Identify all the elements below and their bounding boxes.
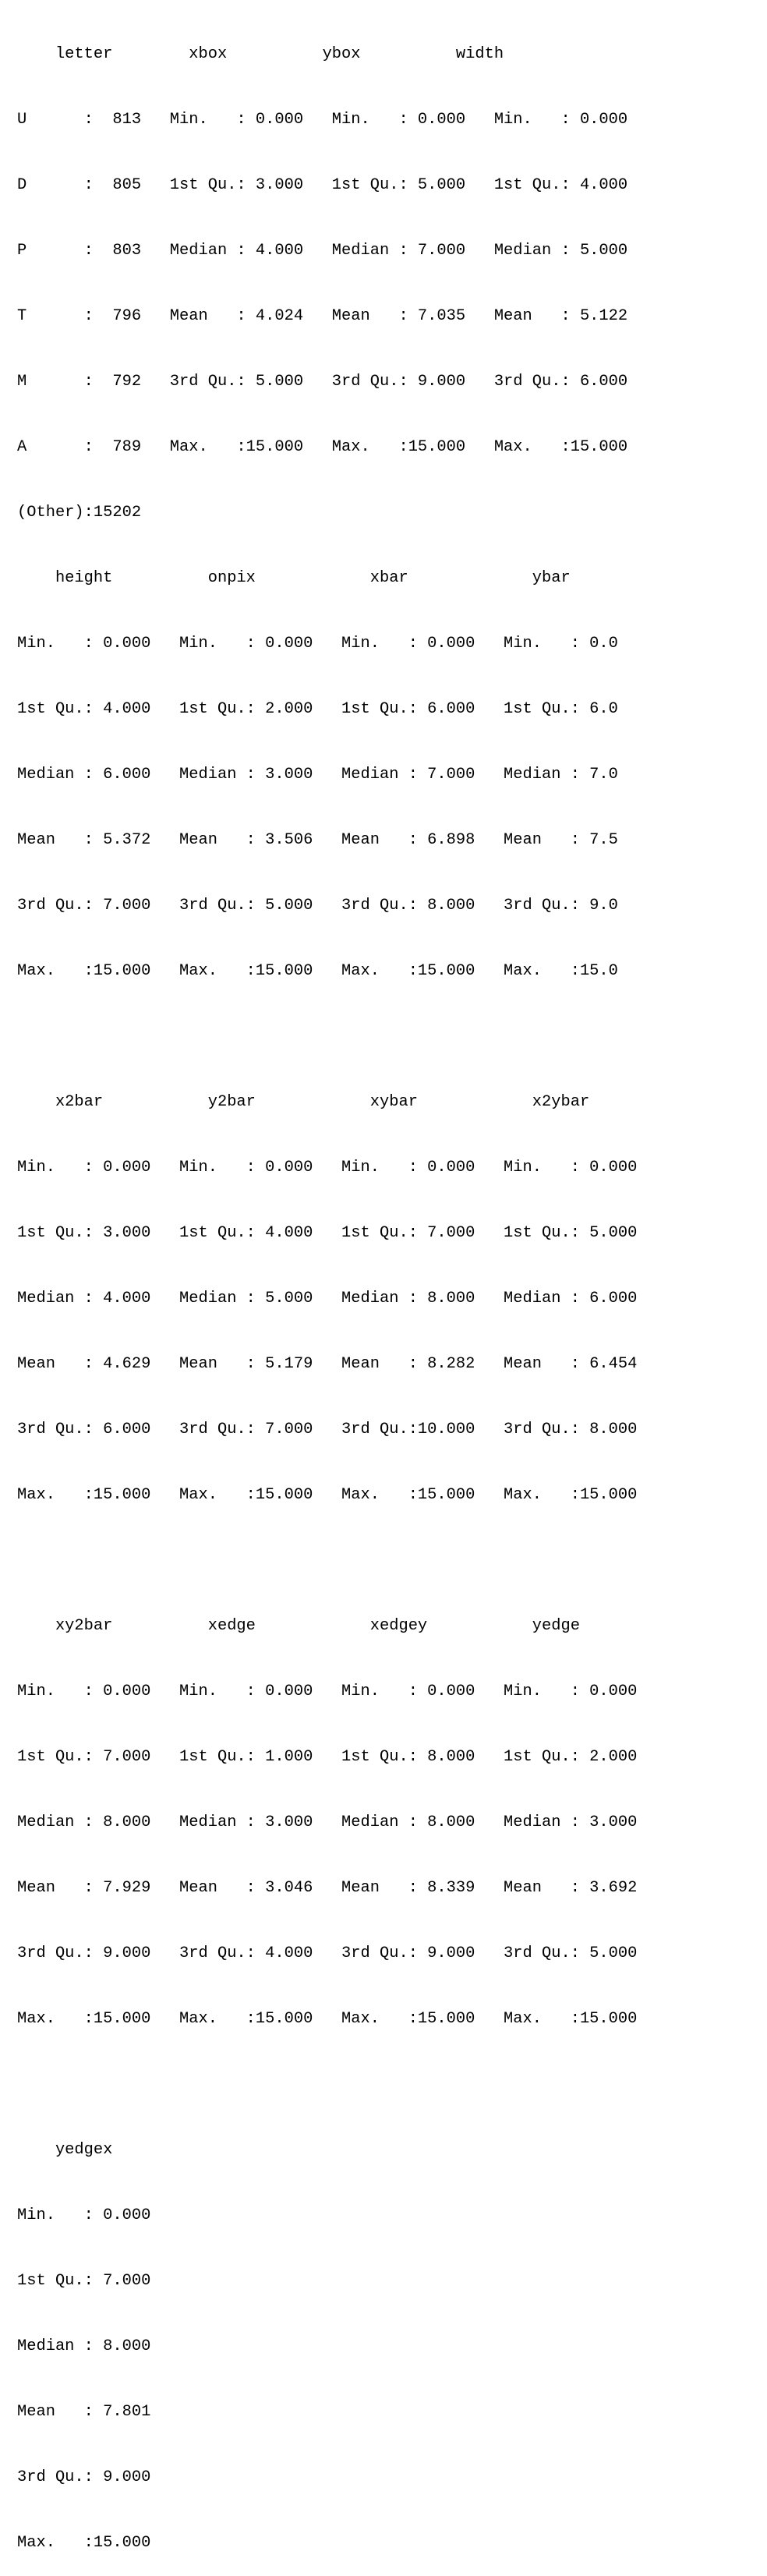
output-line: Median : 8.000 Median : 3.000 Median : 8.000 Median : 3.000 bbox=[17, 1813, 638, 1831]
blank-line bbox=[17, 1550, 637, 1572]
output-line: T : 796 Mean : 4.024 Mean : 7.035 Mean : 5.122 bbox=[17, 307, 628, 325]
output-line: Min. : 0.000 bbox=[17, 2206, 151, 2224]
output-line: 3rd Qu.: 7.000 3rd Qu.: 5.000 3rd Qu.: 8.000 3rd Qu.: 9.0 bbox=[17, 897, 618, 915]
blank-line bbox=[17, 1026, 637, 1048]
output-line: 1st Qu.: 7.000 bbox=[17, 2272, 151, 2290]
output-line: Median : 8.000 bbox=[17, 2337, 151, 2355]
output-line: Max. :15.000 Max. :15.000 Max. :15.000 Max. :15.0 bbox=[17, 962, 618, 980]
output-line: 1st Qu.: 3.000 1st Qu.: 4.000 1st Qu.: 7.000 1st Qu.: 5.000 bbox=[17, 1224, 638, 1242]
output-line: Max. :15.000 Max. :15.000 Max. :15.000 Max. :15.000 bbox=[17, 2010, 638, 2028]
output-line: A : 789 Max. :15.000 Max. :15.000 Max. :15.000 bbox=[17, 438, 628, 456]
output-line: D : 805 1st Qu.: 3.000 1st Qu.: 5.000 1st Qu.: 4.000 bbox=[17, 176, 628, 194]
output-line: 3rd Qu.: 9.000 bbox=[17, 2468, 151, 2486]
output-line: Max. :15.000 Max. :15.000 Max. :15.000 Max. :15.000 bbox=[17, 1486, 638, 1504]
output-line: Min. : 0.000 Min. : 0.000 Min. : 0.000 Min. : 0.000 bbox=[17, 1683, 638, 1700]
output-line: Max. :15.000 bbox=[17, 2534, 151, 2552]
output-line: 3rd Qu.: 6.000 3rd Qu.: 7.000 3rd Qu.:10.000 3rd Qu.: 8.000 bbox=[17, 1421, 638, 1438]
output-line: Median : 6.000 Median : 3.000 Median : 7.000 Median : 7.0 bbox=[17, 766, 618, 784]
output-line: Mean : 4.629 Mean : 5.179 Mean : 8.282 Mean : 6.454 bbox=[17, 1355, 638, 1373]
r-summary-output bbox=[17, 0, 637, 2576]
output-line: Median : 4.000 Median : 5.000 Median : 8.000 Median : 6.000 bbox=[17, 1290, 638, 1307]
output-line: Min. : 0.000 Min. : 0.000 Min. : 0.000 Min. : 0.000 bbox=[17, 1159, 638, 1177]
output-line: 3rd Qu.: 9.000 3rd Qu.: 4.000 3rd Qu.: 9.000 3rd Qu.: 5.000 bbox=[17, 1944, 638, 1962]
output-line: Mean : 7.929 Mean : 3.046 Mean : 8.339 Mean : 3.692 bbox=[17, 1879, 638, 1897]
output-line: Mean : 5.372 Mean : 3.506 Mean : 6.898 Mean : 7.5 bbox=[17, 831, 618, 849]
output-line: Mean : 7.801 bbox=[17, 2403, 151, 2421]
output-line: Min. : 0.000 Min. : 0.000 Min. : 0.000 Min. : 0.0 bbox=[17, 635, 618, 653]
header-line-x2bar-y2bar-xybar-x2ybar: x2bar y2bar xybar x2ybar bbox=[17, 1093, 590, 1111]
blank-line bbox=[17, 2074, 637, 2096]
output-line: 1st Qu.: 4.000 1st Qu.: 2.000 1st Qu.: 6.000 1st Qu.: 6.0 bbox=[17, 700, 618, 718]
output-line: M : 792 3rd Qu.: 5.000 3rd Qu.: 9.000 3rd Qu.: 6.000 bbox=[17, 373, 628, 391]
output-line: P : 803 Median : 4.000 Median : 7.000 Median : 5.000 bbox=[17, 242, 628, 260]
output-line: (Other):15202 bbox=[17, 504, 142, 522]
header-line-letter-xbox-ybox-width: letter xbox ybox width bbox=[17, 45, 504, 63]
header-line-xy2bar-xedge-xedgey-yedge: xy2bar xedge xedgey yedge bbox=[17, 1617, 580, 1635]
header-line-height-onpix-xbar-ybar: height onpix xbar ybar bbox=[17, 569, 571, 587]
output-line: 1st Qu.: 7.000 1st Qu.: 1.000 1st Qu.: 8.000 1st Qu.: 2.000 bbox=[17, 1748, 638, 1766]
output-line: U : 813 Min. : 0.000 Min. : 0.000 Min. : 0.000 bbox=[17, 111, 628, 129]
header-line-yedgex: yedgex bbox=[17, 2141, 113, 2159]
